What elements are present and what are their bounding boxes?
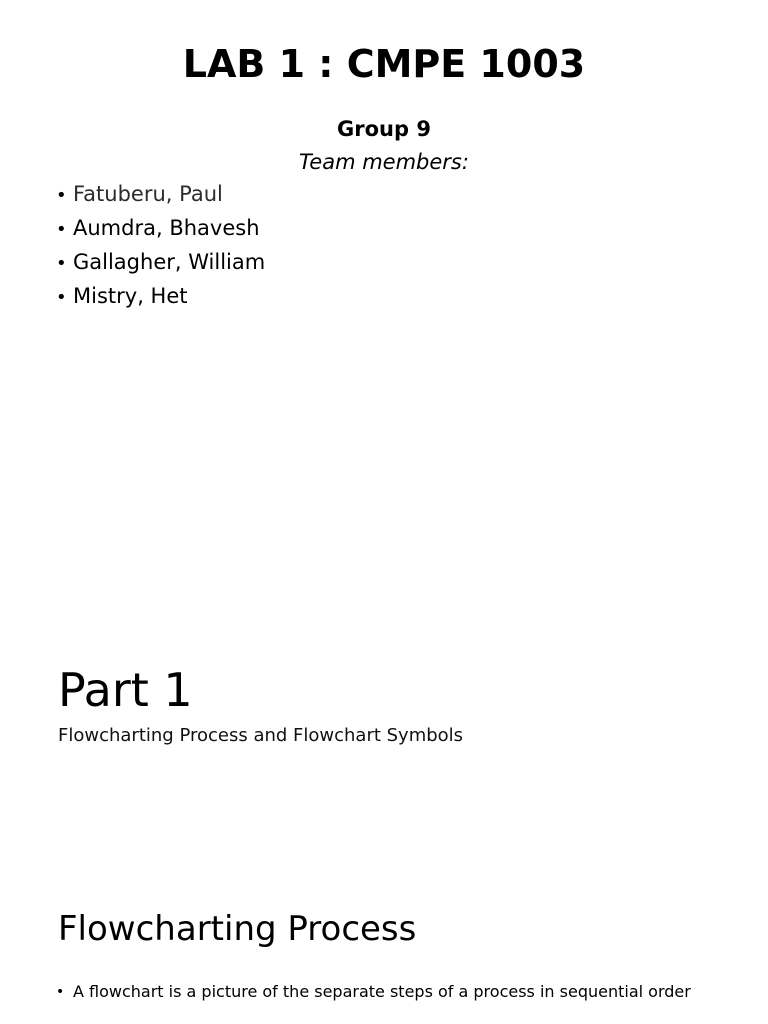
member-name: Gallagher, William (73, 250, 266, 274)
team-members-list (56, 178, 265, 314)
member-name: Aumdra, Bhavesh (73, 216, 260, 240)
list-item (56, 246, 265, 280)
section-bullet-list (56, 982, 736, 1002)
team-members-label: Team members: (299, 150, 469, 174)
list-item (56, 212, 265, 246)
bullet-icon: • (56, 185, 67, 206)
part-heading: Part 1 (58, 663, 193, 717)
member-name: Fatuberu, Paul (73, 182, 223, 206)
part-subtitle: Flowcharting Process and Flowchart Symbols (58, 725, 464, 746)
bullet-icon: • (56, 253, 67, 274)
bullet-icon: • (56, 287, 67, 308)
bullet-icon: • (56, 984, 65, 1000)
list-item (56, 982, 736, 1002)
group-label: Group 9 (337, 117, 431, 141)
member-name: Mistry, Het (73, 284, 188, 308)
section-heading: Flowcharting Process (58, 909, 417, 949)
list-item (56, 178, 265, 212)
list-item (56, 280, 265, 314)
bullet-icon: • (56, 219, 67, 240)
bullet-text: A flowchart is a picture of the separate steps of a process in sequential order (73, 982, 691, 1001)
slide-title: LAB 1 : CMPE 1003 (182, 42, 586, 86)
